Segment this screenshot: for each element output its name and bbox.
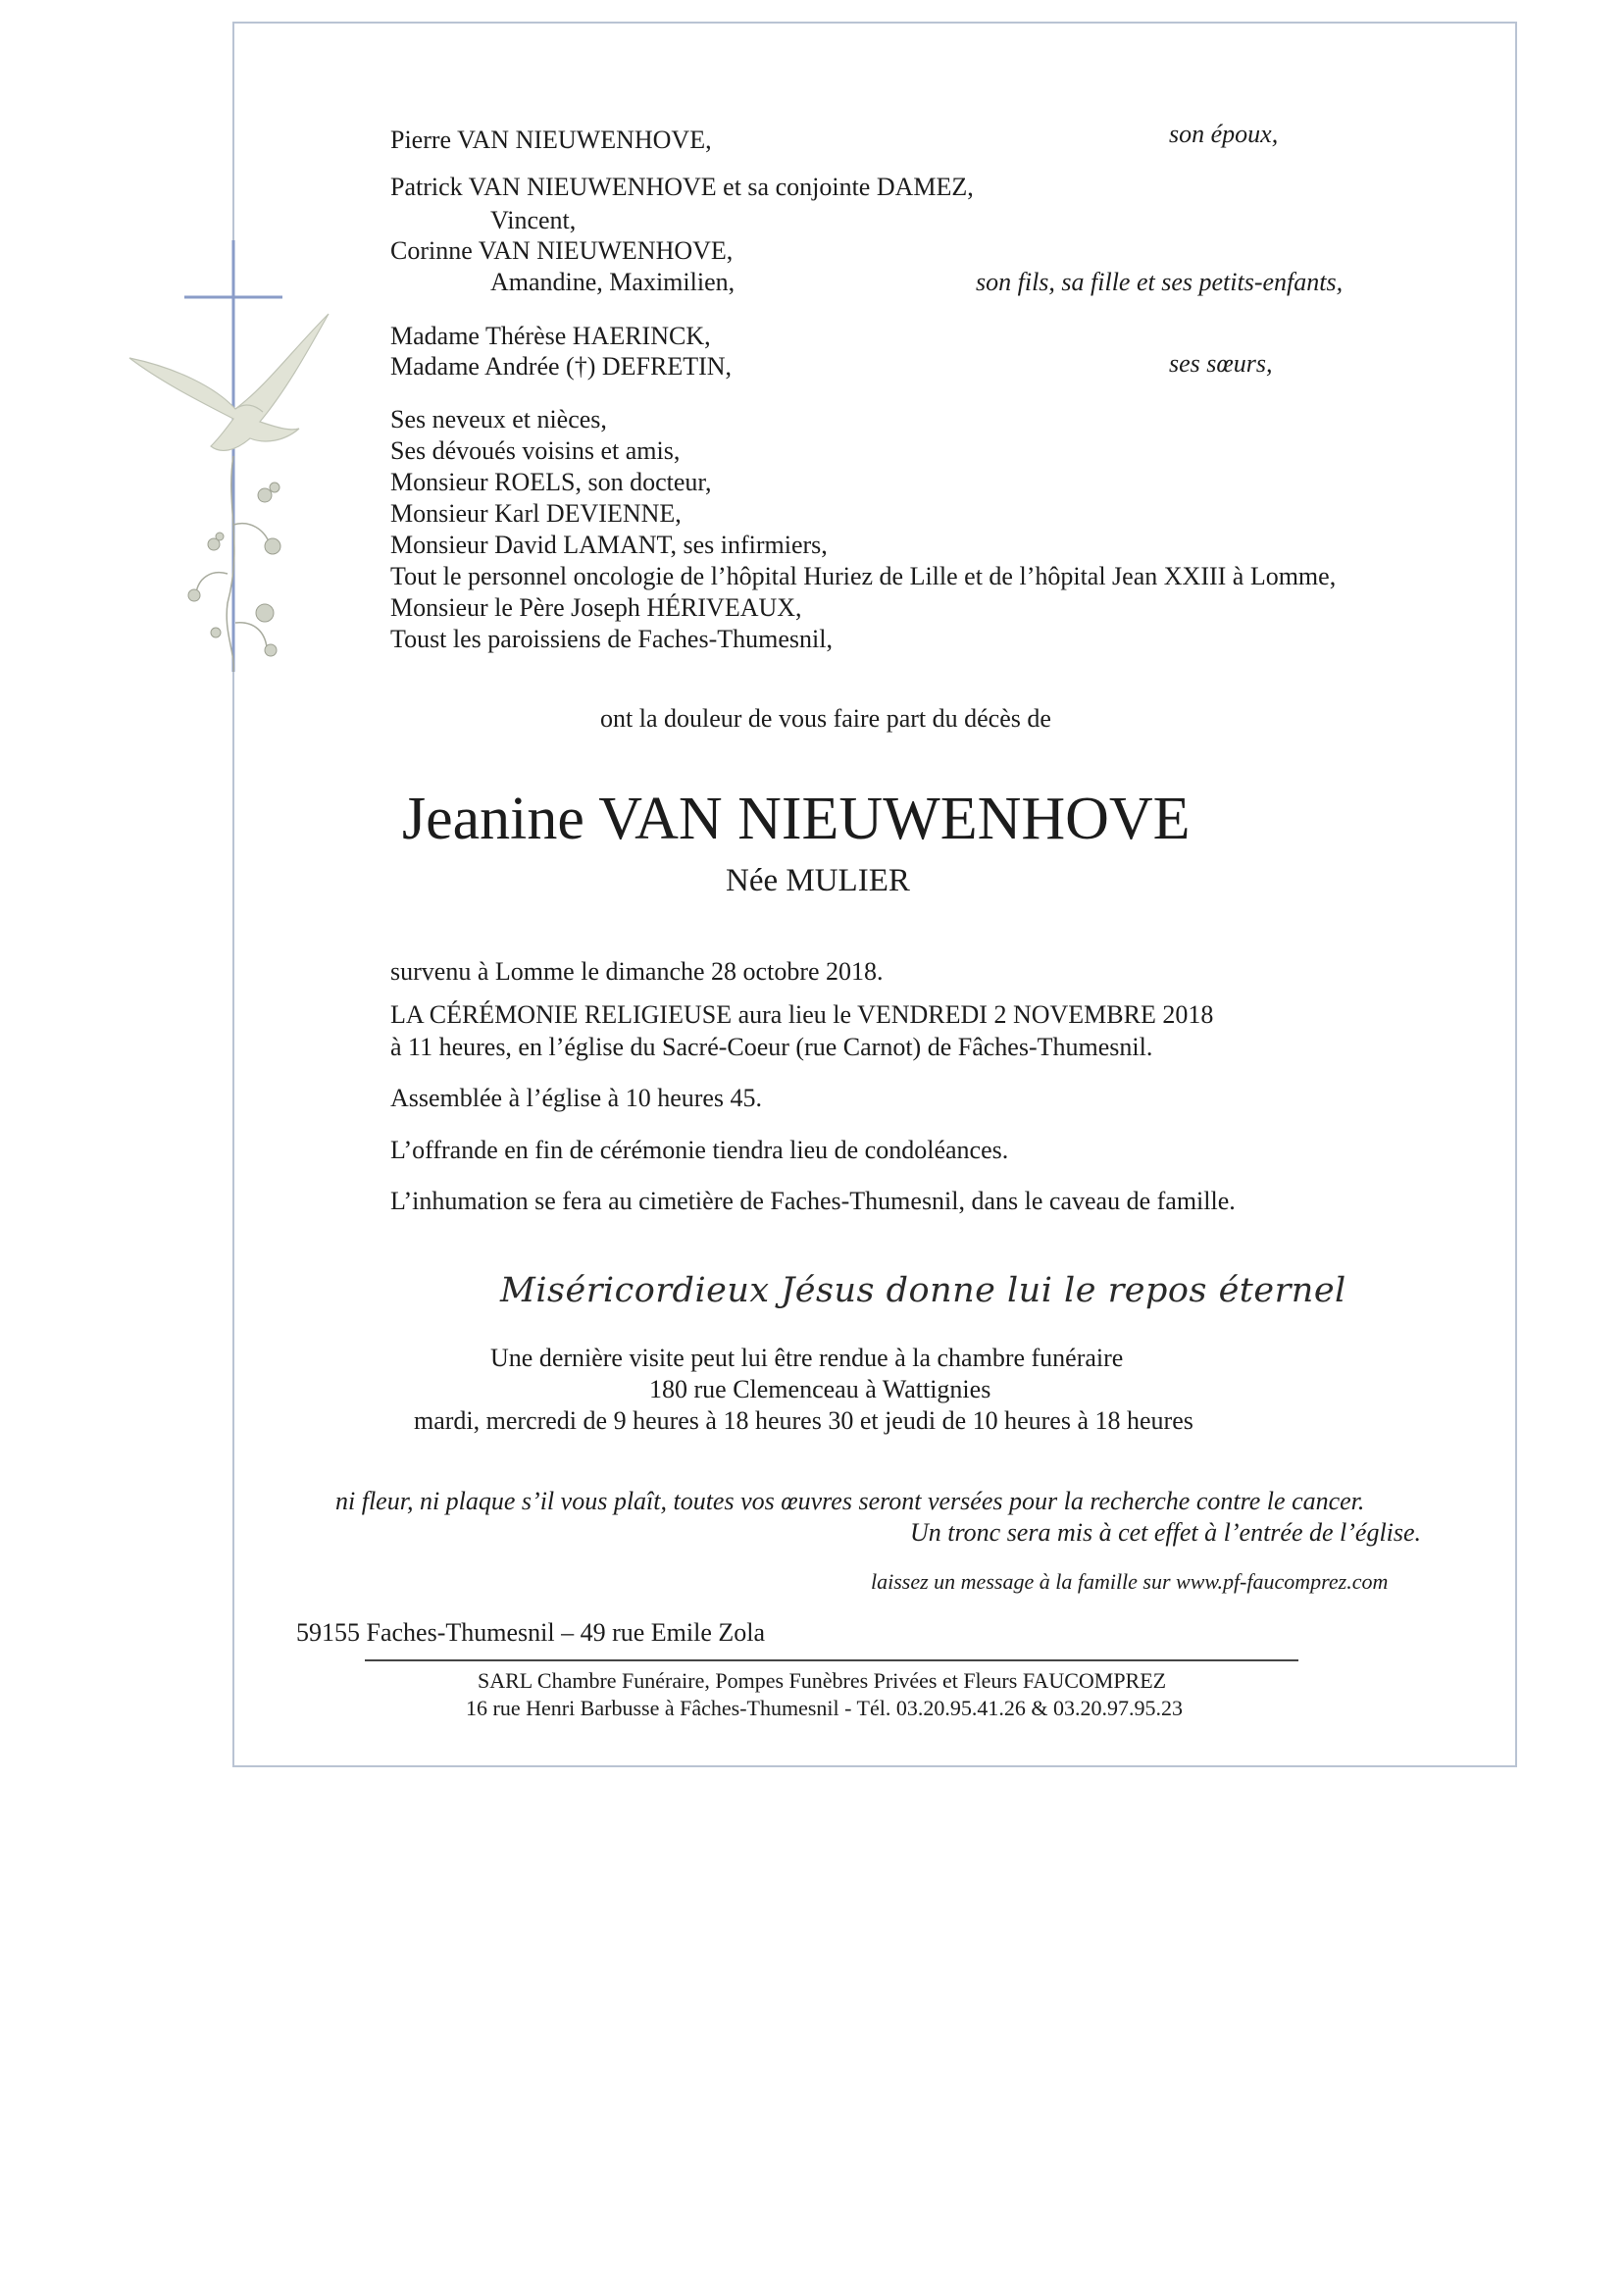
family-line-sister-1: Madame Thérèse HAERINCK, xyxy=(390,322,711,350)
others-line: Monsieur ROELS, son docteur, xyxy=(390,468,712,496)
others-line: Tout le personnel oncologie de l’hôpital Huriez de Lille et de l’hôpital Jean XXIII à Lomme, xyxy=(390,562,1337,590)
others-line: Toust les paroissiens de Faches-Thumesnil, xyxy=(390,625,833,653)
detail-line: à 11 heures, en l’église du Sacré-Coeur (rue Carnot) de Fâches-Thumesnil. xyxy=(390,1033,1153,1061)
dove-icon xyxy=(129,314,329,450)
note-line: Un tronc sera mis à cet effet à l’entrée de l’église. xyxy=(910,1518,1422,1547)
others-line: Ses dévoués voisins et amis, xyxy=(390,436,681,465)
family-line-grandchild: Vincent, xyxy=(490,206,577,234)
detail-line: LA CÉRÉMONIE RELIGIEUSE aura lieu le VENDREDI 2 NOVEMBRE 2018 xyxy=(390,1000,1214,1029)
message-line: laissez un message à la famille sur www.pf-faucomprez.com xyxy=(871,1569,1389,1594)
relation-children: son fils, sa fille et ses petits-enfants, xyxy=(976,268,1344,296)
others-line: Ses neveux et nièces, xyxy=(390,405,607,433)
address-line: 59155 Faches-Thumesnil – 49 rue Emile Zola xyxy=(296,1618,766,1647)
relation-husband: son époux, xyxy=(1169,120,1279,148)
detail-line: L’inhumation se fera au cimetière de Faches-Thumesnil, dans le caveau de famille. xyxy=(390,1187,1236,1215)
family-line-sister-2: Madame Andrée (†) DEFRETIN, xyxy=(390,352,733,381)
relation-sisters: ses sœurs, xyxy=(1169,349,1273,378)
others-line: Monsieur David LAMANT, ses infirmiers, xyxy=(390,531,828,559)
prayer-line: Miséricordieux Jésus donne lui le repos éternel xyxy=(500,1271,1346,1310)
others-line: Monsieur le Père Joseph HÉRIVEAUX, xyxy=(390,593,802,622)
others-line: Monsieur Karl DEVIENNE, xyxy=(390,499,682,528)
cross-dove-decoration xyxy=(118,230,353,682)
visit-line: 180 rue Clemenceau à Wattignies xyxy=(649,1375,991,1403)
detail-line: survenu à Lomme le dimanche 28 octobre 2018. xyxy=(390,957,884,986)
footer-rule xyxy=(365,1659,1298,1661)
detail-line: L’offrande en fin de cérémonie tiendra lieu de condoléances. xyxy=(390,1136,1009,1164)
visit-line: mardi, mercredi de 9 heures à 18 heures 30 et jeudi de 10 heures à 18 heures xyxy=(414,1406,1193,1435)
announcement: ont la douleur de vous faire part du décès de xyxy=(600,704,1051,733)
detail-line: Assemblée à l’église à 10 heures 45. xyxy=(390,1084,763,1112)
family-line-grandchildren: Amandine, Maximilien, xyxy=(490,268,736,296)
footer-company: SARL Chambre Funéraire, Pompes Funèbres Privées et Fleurs FAUCOMPREZ xyxy=(478,1668,1167,1693)
footer-contact: 16 rue Henri Barbusse à Fâches-Thumesnil - Tél. 03.20.95.41.26 & 03.20.97.95.23 xyxy=(466,1696,1183,1720)
note-line: ni fleur, ni plaque s’il vous plaît, toutes vos œuvres seront versées pour la recherche contre le cancer. xyxy=(335,1487,1365,1515)
deceased-name: Jeanine VAN NIEUWENHOVE xyxy=(402,786,1191,852)
visit-line: Une dernière visite peut lui être rendue à la chambre funéraire xyxy=(490,1344,1124,1372)
deceased-maiden-name: Née MULIER xyxy=(726,863,910,898)
family-line-son: Patrick VAN NIEUWENHOVE et sa conjointe DAMEZ, xyxy=(390,173,974,201)
family-line-daughter: Corinne VAN NIEUWENHOVE, xyxy=(390,236,734,265)
family-line-husband: Pierre VAN NIEUWENHOVE, xyxy=(390,126,712,154)
